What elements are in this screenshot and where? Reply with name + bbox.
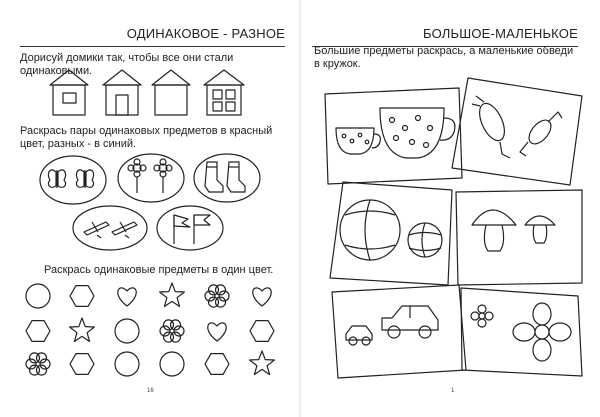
shape-heart[interactable]: [118, 288, 136, 306]
shape-heart[interactable]: [208, 323, 226, 341]
house-2[interactable]: [103, 70, 141, 115]
pair-socks[interactable]: [194, 154, 260, 202]
shape-star[interactable]: [70, 318, 95, 342]
house-4[interactable]: [204, 70, 244, 115]
card-balls[interactable]: [330, 182, 452, 285]
right-page-header: БОЛЬШОЕ-МАЛЕНЬКОЕ: [312, 26, 578, 47]
left-page-number: 16: [147, 388, 154, 394]
shape-circle[interactable]: [26, 284, 50, 308]
pair-planes[interactable]: [73, 206, 147, 250]
house-1[interactable]: [50, 70, 88, 115]
pair-flags[interactable]: [157, 206, 223, 250]
card-cars[interactable]: [332, 285, 466, 378]
shape-hexagon[interactable]: [205, 354, 229, 375]
shape-hexagon[interactable]: [250, 321, 274, 342]
shape-star[interactable]: [250, 351, 275, 375]
card-candies[interactable]: [452, 78, 582, 185]
shape-hexagon[interactable]: [70, 286, 94, 307]
shape-circle[interactable]: [115, 352, 139, 376]
shape-flower[interactable]: [26, 353, 50, 375]
left-page-header: ОДИНАКОВОЕ - РАЗНОЕ: [20, 26, 285, 47]
right-page-number: 1: [451, 388, 455, 394]
card-flowers[interactable]: [461, 288, 582, 376]
task-big-small-text: Большие предметы раскрась, а маленькие обведи в кружок.: [314, 45, 574, 70]
card-cups[interactable]: [325, 88, 462, 184]
shapes-grid: [26, 283, 274, 376]
shape-flower[interactable]: [205, 285, 229, 307]
shape-circle[interactable]: [115, 319, 139, 343]
shape-flower[interactable]: [160, 320, 184, 342]
task-pairs-text: Раскрась пары одинаковых предметов в красный цвет, разных - в синий.: [20, 125, 273, 150]
task-houses-text: Дорисуй домики так, чтобы все они стали одинаковыми.: [20, 52, 234, 77]
shape-hexagon[interactable]: [70, 354, 94, 375]
shape-circle[interactable]: [160, 352, 184, 376]
shape-hexagon[interactable]: [26, 321, 50, 342]
shape-heart[interactable]: [253, 288, 271, 306]
pair-butterflies[interactable]: [40, 156, 106, 204]
house-3[interactable]: [152, 70, 190, 115]
pair-flowers[interactable]: [118, 154, 184, 202]
task-shapes-text: Раскрась одинаковые предметы в один цвет.: [44, 264, 274, 276]
shape-star[interactable]: [160, 283, 185, 307]
card-mushrooms[interactable]: [456, 190, 582, 285]
